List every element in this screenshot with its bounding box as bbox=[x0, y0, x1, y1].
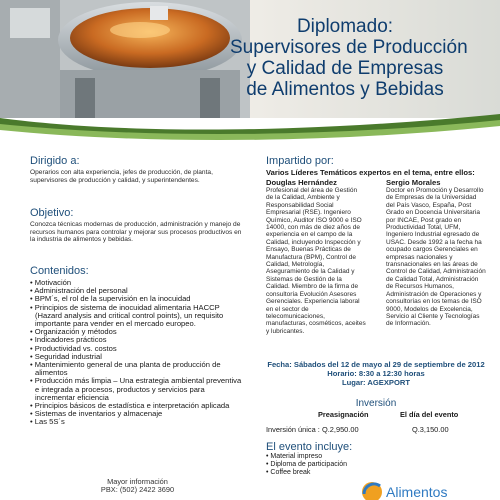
speaker-name: Sergio Morales bbox=[386, 178, 441, 187]
footer-phone: PBX: (502) 2422 3690 bbox=[100, 485, 175, 495]
dia-evento-header: El día del evento bbox=[400, 410, 459, 419]
incluye-heading: El evento incluye: bbox=[266, 441, 353, 453]
inversion-row-label: Inversión única : bbox=[266, 425, 320, 434]
price-dia-evento: Q.3,150.00 bbox=[412, 425, 449, 434]
contenidos-list bbox=[30, 279, 245, 427]
impartido-subheading: Varios Líderes Temáticos expertos en el tema, entre ellos: bbox=[266, 168, 475, 177]
title-line: y Calidad de Empresas bbox=[246, 58, 444, 79]
list-item: • Sistemas de inventarios y almacenaje bbox=[30, 410, 245, 418]
logo-text: Alimentos bbox=[386, 484, 448, 500]
list-item: • Material impreso bbox=[266, 453, 486, 461]
incluye-list bbox=[266, 453, 486, 476]
list-item: • Mantenimiento general de una planta de producción de alimentos bbox=[30, 361, 245, 377]
impartido-heading: Impartido por: bbox=[266, 155, 334, 167]
right-column bbox=[266, 155, 486, 476]
title-line: Diplomado: bbox=[296, 16, 394, 37]
speaker-name: Douglas Hernández bbox=[266, 178, 337, 187]
list-item: • BPM´s, el rol de la supervisión en la inocuidad bbox=[30, 295, 245, 303]
date-line: Fecha: Sábados del 12 de mayo al 29 de septiembre de 2012 bbox=[267, 360, 485, 369]
list-item: • Motivación bbox=[30, 279, 245, 287]
objetivo-section bbox=[30, 207, 245, 244]
footer-line: Mayor información bbox=[107, 477, 168, 486]
objetivo-heading: Objetivo: bbox=[30, 207, 74, 219]
list-item: • Principios de sistema de inocuidad alimentaria HACCP (Hazard analysis and critical control points), un requisito importante para vender en el mercado europeo. bbox=[30, 304, 245, 329]
speaker-bio: Doctor en Promoción y Desarrollo de Empresas de la Universidad del País Vasco, España, Post Grado en Docencia Universitaria por INCAE, Post grado en Productividad Total, UFM, Ingeniero Industrial egresado de USAC. Desde 1992 a la fecha ha ocupado cargos Gerenciales en empresas nacionales y transnacionales en las áreas de Control de Calidad, Administración de Calidad Total, Administración de Recursos Humanos, Administración de Operaciones y consultorías en los temas de ISO 9000, Modelos de Excelencia, Servicio al Cliente y Tecnologías de Información. bbox=[386, 187, 486, 328]
list-item: • Organización y métodos bbox=[30, 328, 245, 336]
objetivo-text: Conozca técnicas modernas de producción, administración y manejo de recursos humanos para controlar y mejorar sus procesos productivos en la industria de alimentos y bebidas. bbox=[30, 221, 242, 244]
dirigido-heading: Dirigido a: bbox=[30, 155, 80, 167]
list-item: • Productividad vs. costos bbox=[30, 345, 245, 353]
contenidos-heading: Contenidos: bbox=[30, 265, 89, 277]
list-item: • Indicadores prácticos bbox=[30, 336, 245, 344]
title-line: Supervisores de Producción bbox=[230, 37, 468, 58]
preasignacion-header: Preasignación bbox=[318, 410, 369, 419]
list-item: • Diploma de participación bbox=[266, 461, 486, 469]
dirigido-section bbox=[30, 155, 245, 184]
dirigido-text: Operarios con alta experiencia, jefes de producción, de planta, supervisores de producción y calidad, y superintendentes. bbox=[30, 169, 213, 184]
title-line: de Alimentos y Bebidas bbox=[246, 79, 444, 100]
place-line: Lugar: AGEXPORT bbox=[341, 378, 411, 387]
price-preasignacion: Q.2,950.00 bbox=[322, 425, 359, 434]
event-dates bbox=[266, 360, 486, 387]
list-item: • Coffee break bbox=[266, 469, 486, 477]
inversion-heading: Inversión bbox=[355, 398, 397, 409]
list-item: • Las 5S´s bbox=[30, 418, 245, 426]
inversion-section bbox=[266, 398, 486, 437]
speaker-bio: Profesional del área de Gestión de la Calidad, Ambiente y Responsabilidad Social Empresarial (RSE). Ingeniero Químico, Auditor ISO 9000 e ISO 14000, con más de diez años de experiencia en el campo de la Calidad, incluyendo Inspección y Ensayo, Buenas Prácticas de Manufactura (BPM), Control de Calidad, Metrología, Aseguramiento de la Calidad y Sistemas de Gestión de la Calidad. Miembro de la firma de consultoría Evolución Asesores Gerenciales. Experiencia laboral en el sector de telecomunicaciones, manufacturas, cosméticos, aceites y lubricantes. bbox=[266, 187, 366, 335]
list-item: • Producción más limpia – Una estrategia ambiental preventiva e integrada a procesos, productos y servicios para incrementar eficiencia bbox=[30, 377, 245, 402]
contenidos-section bbox=[30, 265, 245, 427]
decorative-swoosh bbox=[0, 100, 500, 144]
time-line: Horario: 8:30 a 12:30 horas bbox=[327, 369, 425, 378]
alimentos-logo bbox=[358, 478, 500, 500]
incluye-section bbox=[266, 441, 486, 476]
speakers-row bbox=[266, 178, 486, 335]
speaker-card bbox=[386, 178, 486, 335]
speaker-card bbox=[266, 178, 366, 335]
list-item: • Administración del personal bbox=[30, 287, 245, 295]
list-item: • Seguridad industrial bbox=[30, 353, 245, 361]
footer-contact bbox=[30, 478, 245, 494]
page-title bbox=[230, 16, 468, 100]
list-item: • Principios básicos de estadística e interpretación aplicada bbox=[30, 402, 245, 410]
